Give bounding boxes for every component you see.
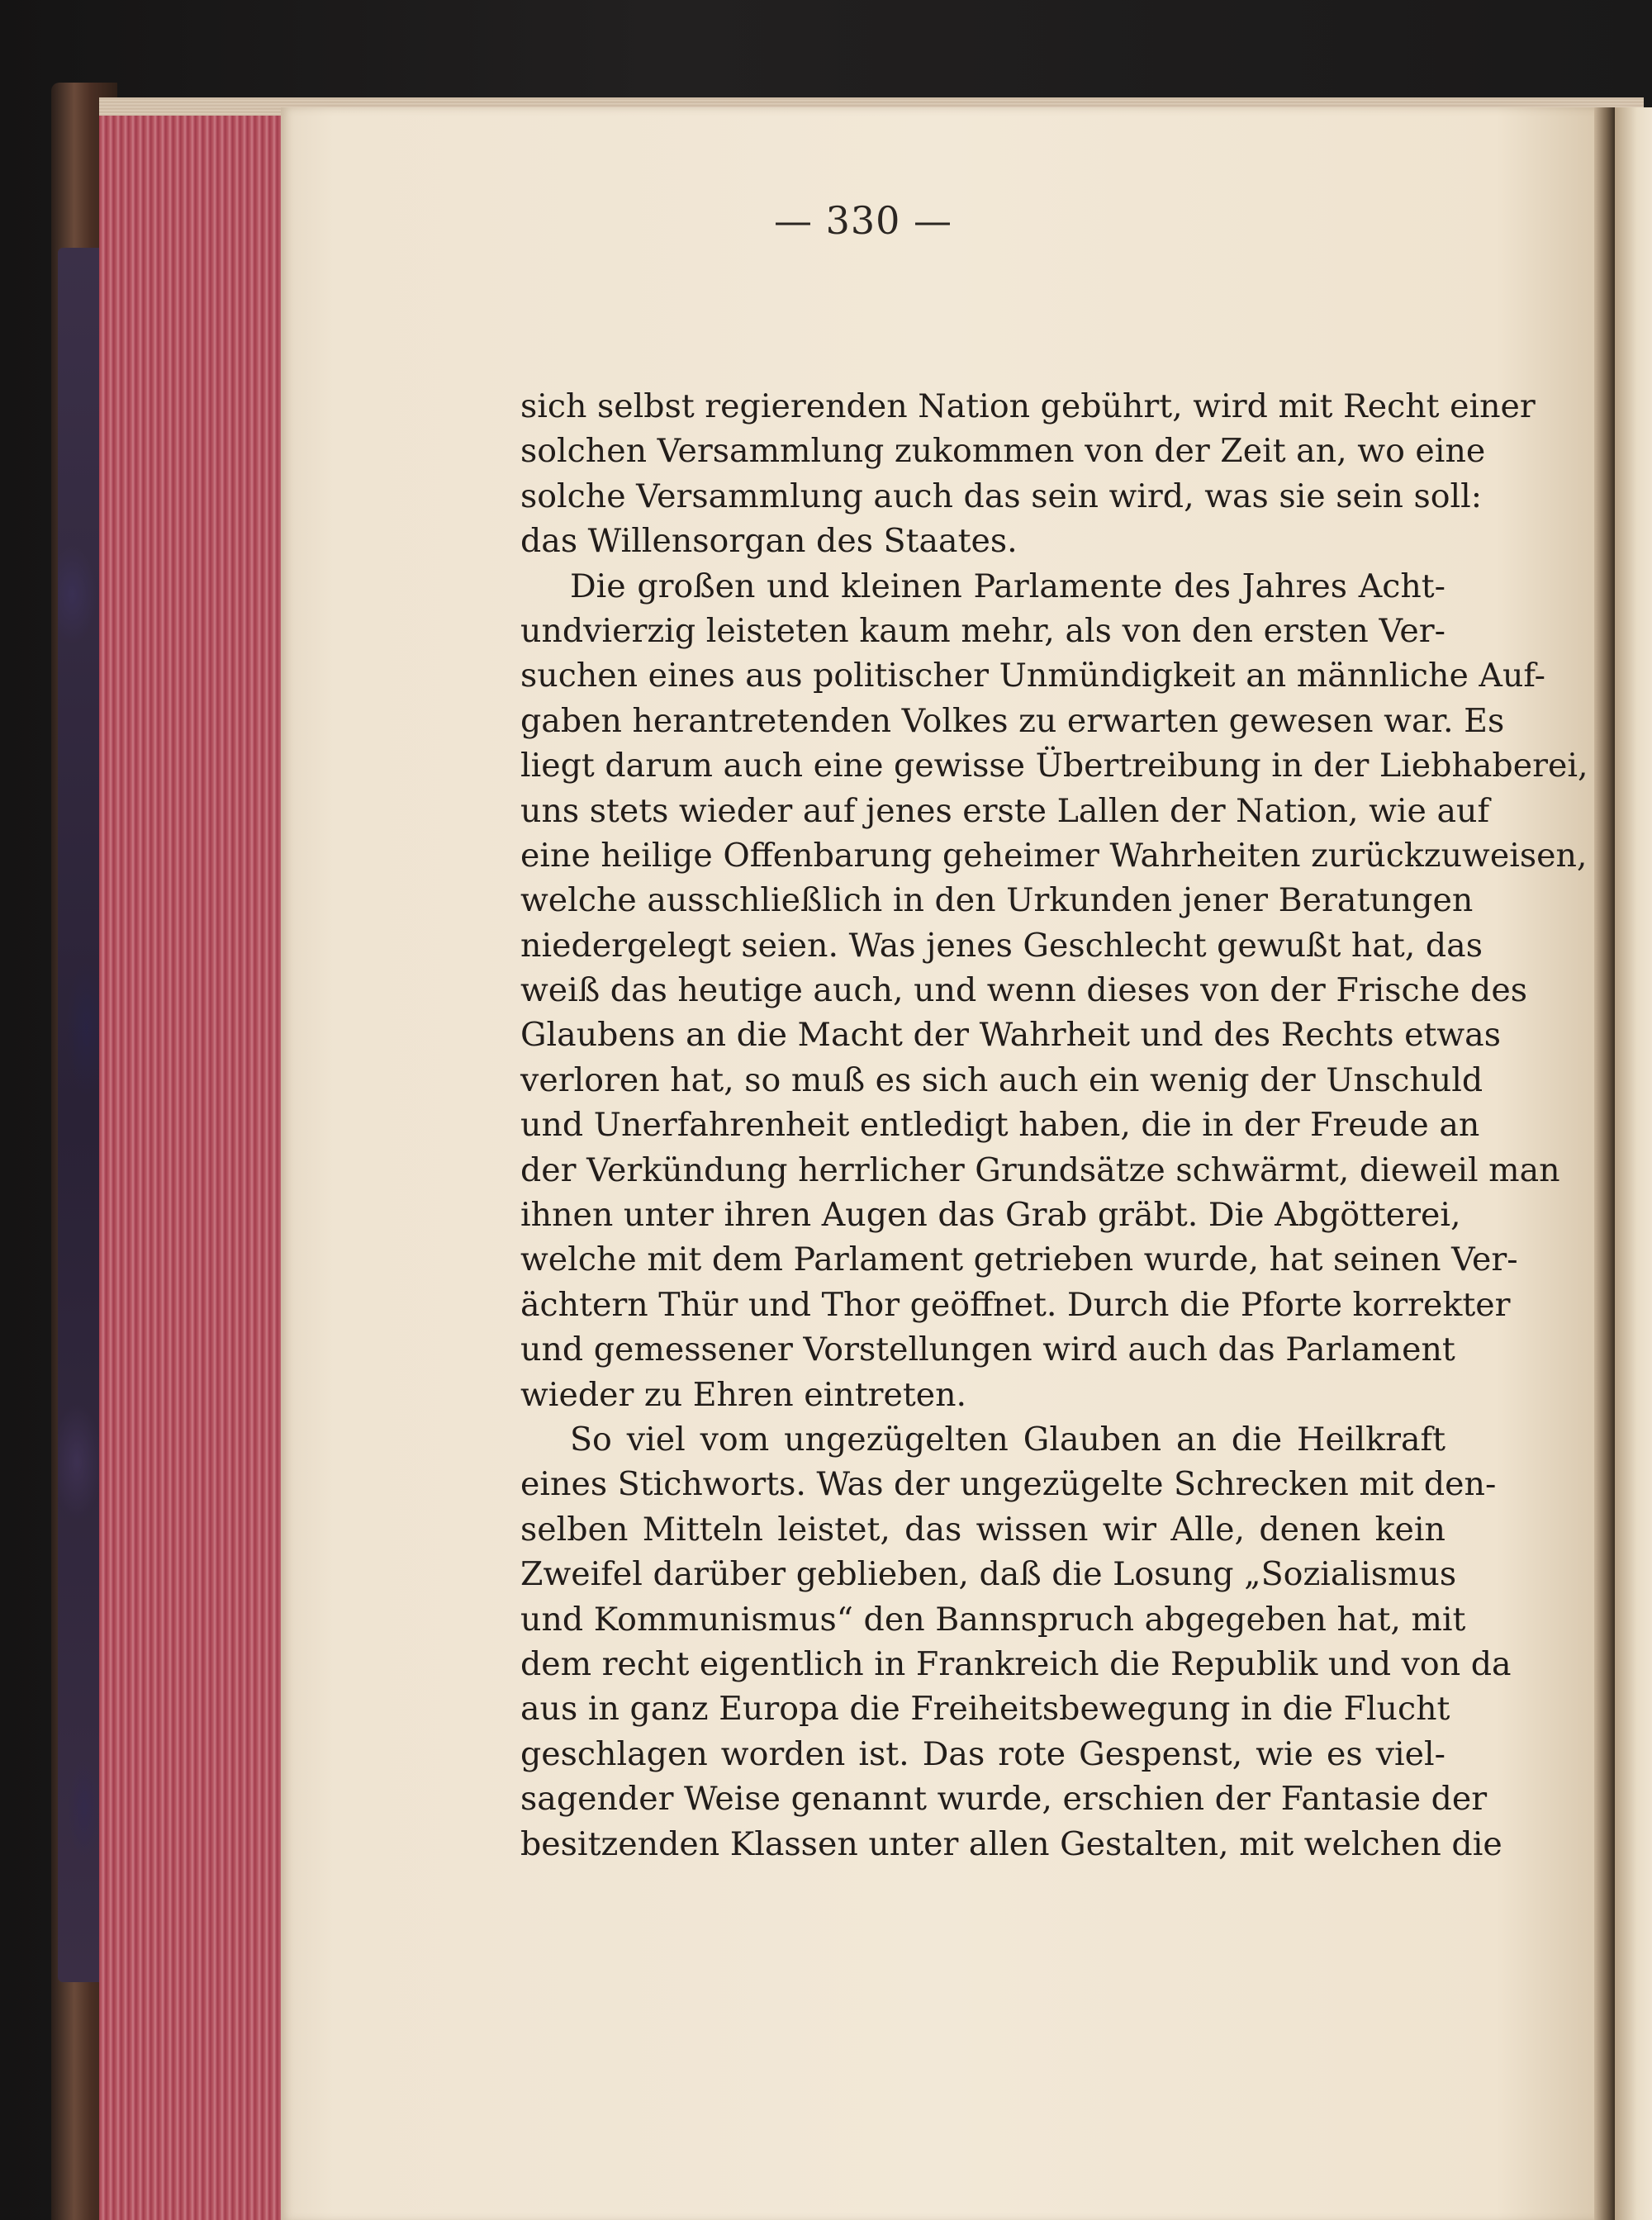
book-gutter (1594, 107, 1615, 2220)
text-line: gaben herantretenden Volkes zu erwarten gewesen war. Es (520, 701, 1505, 740)
text-line: Glaubens an die Macht der Wahrheit und des Rechts etwas (520, 1016, 1501, 1055)
text-line: besitzenden Klassen unter allen Gestalten, mit welchen die (520, 1824, 1502, 1863)
text-line: weiß das heutige auch, und wenn dieses von der Frische des (520, 971, 1527, 1010)
page-body (520, 384, 1588, 1867)
text-line: verloren hat, so muß es sich auch ein wenig der Unschuld (520, 1060, 1483, 1099)
text-line: aus in ganz Europa die Freiheitsbewegung in die Flucht (520, 1690, 1450, 1729)
facing-page-edge (1615, 107, 1652, 2220)
text-line: ihnen unter ihren Augen das Grab gräbt. Die Abgötterei, (520, 1196, 1461, 1235)
text-line: Die großen und kleinen Parlamente des Jahres Acht- (570, 567, 1446, 605)
text-line: das Willensorgan des Staates. (520, 522, 1018, 561)
text-line: dem recht eigentlich in Frankreich die Republik und von da (520, 1644, 1512, 1683)
text-line: und Kommunismus“ den Bannspruch abgegeben hat, mit (520, 1600, 1466, 1639)
text-line: sagender Weise genannt wurde, erschien der Fantasie der (520, 1780, 1488, 1819)
text-line: niedergelegt seien. Was jenes Geschlecht gewußt hat, das (520, 926, 1483, 965)
text-line: Zweifel darüber geblieben, daß die Losung „Sozialismus (520, 1555, 1457, 1594)
text-line: suchen eines aus politischer Unmündigkeit an männliche Auf- (520, 657, 1545, 695)
text-line: So viel vom ungezügelten Glauben an die Heilkraft (570, 1420, 1446, 1459)
text-line: eine heilige Offenbarung geheimer Wahrheiten zurückzuweisen, (520, 836, 1588, 875)
text-line: der Verkündung herrlicher Grundsätze schwärmt, dieweil man (520, 1150, 1560, 1189)
text-line: ächtern Thür und Thor geöffnet. Durch die Pforte korrekter (520, 1285, 1511, 1324)
text-line: wieder zu Ehren eintreten. (520, 1375, 967, 1414)
text-line: solchen Versammlung zukommen von der Zeit an, wo eine (520, 432, 1486, 471)
text-line: welche ausschließlich in den Urkunden jener Beratungen (520, 881, 1474, 920)
text-line: und Unerfahrenheit entledigt haben, die in der Freude an (520, 1106, 1480, 1145)
text-line: selben Mitteln leistet, das wissen wir Alle, denen kein (520, 1510, 1446, 1549)
text-line: welche mit dem Parlament getrieben wurde, hat seinen Ver- (520, 1240, 1518, 1279)
text-line: sich selbst regierenden Nation gebührt, wird mit Recht einer (520, 387, 1536, 425)
page-edges (99, 107, 289, 2220)
text-line: liegt darum auch eine gewisse Übertreibung in der Liebhaberei, (520, 747, 1588, 785)
text-line: geschlagen worden ist. Das rote Gespenst, wie es viel- (520, 1734, 1446, 1773)
text-line: uns stets wieder auf jenes erste Lallen der Nation, wie auf (520, 791, 1490, 830)
text-line: undvierzig leisteten kaum mehr, als von den ersten Ver- (520, 611, 1446, 650)
text-line: und gemessener Vorstellungen wird auch das Parlament (520, 1331, 1455, 1369)
page-number: — 330 — (773, 198, 953, 243)
text-line: solche Versammlung auch das sein wird, was sie sein soll: (520, 477, 1483, 515)
text-line: eines Stichworts. Was der ungezügelte Schrecken mit den- (520, 1465, 1497, 1504)
